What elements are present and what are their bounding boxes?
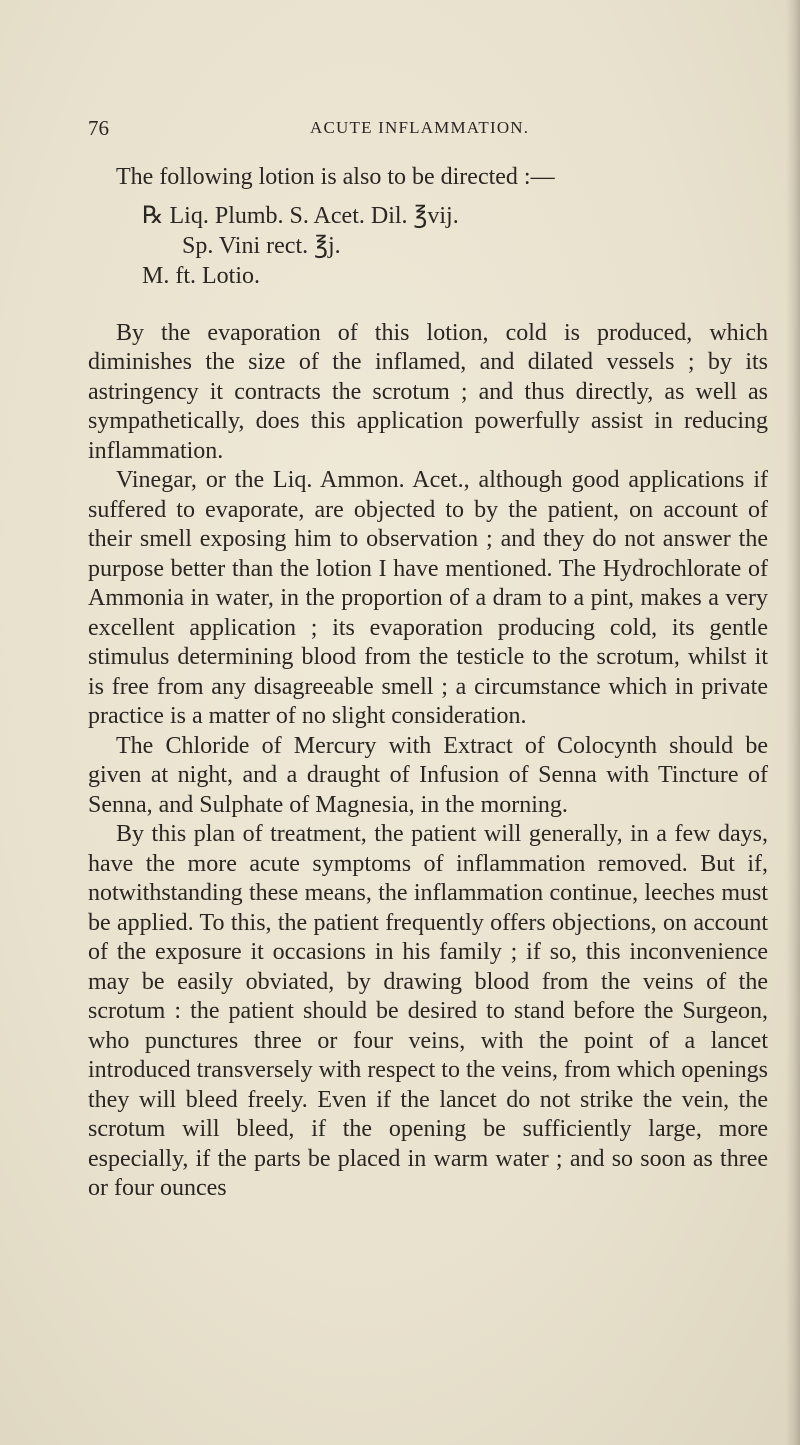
prescription-line: ℞ Liq. Plumb. S. Acet. Dil. ℥vij. (142, 202, 459, 229)
spacer (88, 291, 768, 319)
page-edge-shadow (786, 0, 800, 1445)
prescription-line: M. ft. Lotio. (142, 262, 260, 289)
paragraph: By the evaporation of this lotion, cold is produced, which diminishes the size of the inflamed, and dilated vessels ; by its astringency it contracts the scrotum ; and thus directly, as well as sympathetically, does this application powerfully assist in reducing inflammation. (88, 319, 768, 464)
prescription (88, 201, 768, 291)
paragraph: By this plan of treatment, the patient will generally, in a few days, have the more acute symptoms of inflammation removed. But if, notwithstanding these means, the inflammation continue, leeches must be applied. To this, the patient frequently offers objections, on account of the exposure it occasions in his family ; if so, this inconvenience may be easily obviated, by drawing blood from the veins of the scrotum : the patient should be desired to stand before the Surgeon, who punctures three or four veins, with the point of a lancet introduced transversely with respect to the veins, from which openings they will bleed freely. Even if the lancet do not strike the vein, the scrotum will bleed, if the opening be sufficiently large, more especially, if the parts be placed in warm water ; and so soon as three or four ounces (88, 821, 768, 1201)
page-header (88, 116, 768, 146)
body-text (88, 163, 768, 1204)
intro-line: The following lotion is also to be directed :— (116, 164, 555, 190)
paragraph: Vinegar, or the Liq. Ammon. Acet., although good applications if suffered to evaporate, are objected to by the patient, on account of their smell exposing him to observation ; and they do not answer the purpose better than the lotion I have mentioned. The Hydrochlorate of Ammonia in water, in the proportion of a dram to a pint, makes a very excellent application ; its evaporation producing cold, its gentle stimulus determining blood from the testicle to the scrotum, whilst it is free from any disagreeable smell ; a circumstance which in private practice is a matter of no slight consideration. (88, 467, 768, 729)
paragraph: The Chloride of Mercury with Extract of Colocynth should be given at night, and a draught of Infusion of Senna with Tincture of Senna, and Sulphate of Magnesia, in the morning. (88, 732, 768, 818)
page-number: 76 (88, 116, 109, 140)
prescription-line: Sp. Vini rect. ℥j. (182, 232, 341, 259)
running-head: ACUTE INFLAMMATION. (310, 118, 530, 137)
